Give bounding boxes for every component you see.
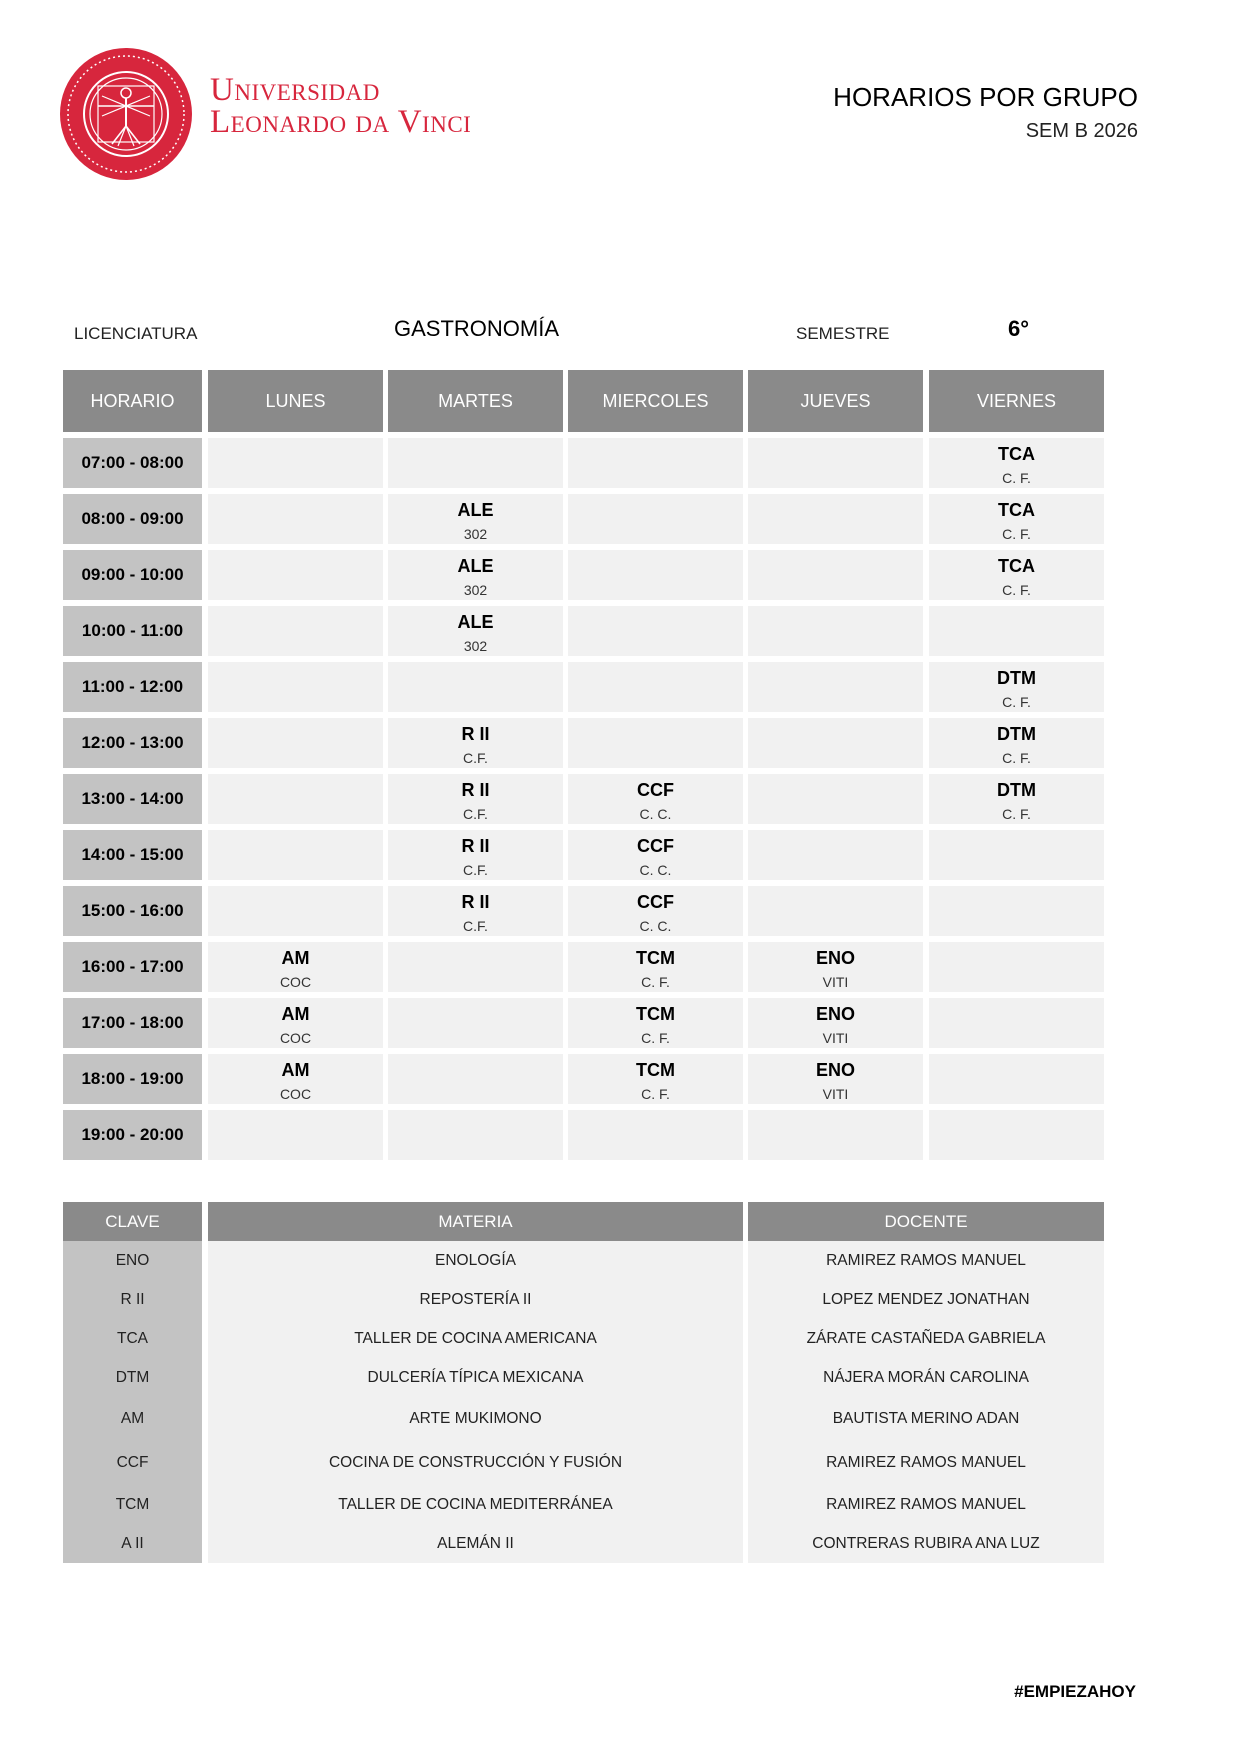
- time-slot: 15:00 - 16:00: [63, 886, 202, 936]
- slot-lunes: [208, 1110, 383, 1160]
- document-title: HORARIOS POR GRUPO: [833, 82, 1138, 112]
- time-slot: 12:00 - 13:00: [63, 718, 202, 768]
- legend-header-docente: DOCENTE: [748, 1202, 1104, 1241]
- time-slot: 07:00 - 08:00: [63, 438, 202, 488]
- class-code: TCM: [636, 1060, 675, 1080]
- slot-martes: [388, 886, 563, 936]
- legend-materia: REPOSTERÍA II: [208, 1280, 743, 1319]
- slot-jueves: [748, 438, 923, 488]
- class-room: COC: [279, 1030, 312, 1046]
- class-room: C.F.: [463, 806, 488, 822]
- slot-jueves: [748, 662, 923, 712]
- slot-miercoles: [568, 606, 743, 656]
- legend-header-clave: CLAVE: [63, 1202, 202, 1241]
- class-code: R II: [461, 724, 490, 744]
- class-room: C.F.: [463, 918, 488, 934]
- time-slot: 13:00 - 14:00: [63, 774, 202, 824]
- class-room: C. C.: [639, 862, 672, 878]
- class-room: C. F.: [641, 1086, 670, 1102]
- class-room: C. F.: [1002, 750, 1031, 766]
- legend-docente: NÁJERA MORÁN CAROLINA: [748, 1358, 1104, 1397]
- slot-viernes: [929, 942, 1104, 992]
- slot-miercoles: [568, 1054, 743, 1104]
- slot-martes: [388, 662, 563, 712]
- legend-header-materia: MATERIA: [208, 1202, 743, 1241]
- legend-clave: DTM: [63, 1358, 202, 1397]
- legend-clave: AM: [63, 1397, 202, 1441]
- slot-miercoles: [568, 494, 743, 544]
- class-code: TCM: [636, 948, 675, 968]
- class-code: ENO: [815, 1060, 855, 1080]
- time-slot: 14:00 - 15:00: [63, 830, 202, 880]
- slot-miercoles: [568, 662, 743, 712]
- slot-martes: [388, 1110, 563, 1160]
- header-miercoles: MIERCOLES: [568, 370, 743, 432]
- legend-clave: TCM: [63, 1485, 202, 1524]
- time-slot: 08:00 - 09:00: [63, 494, 202, 544]
- slot-jueves: [748, 606, 923, 656]
- class-room: C. C.: [639, 918, 672, 934]
- slot-lunes: [208, 662, 383, 712]
- class-code: AM: [281, 948, 310, 968]
- slot-lunes: [208, 830, 383, 880]
- degree-label: LICENCIATURA: [74, 324, 198, 343]
- class-code: TCM: [636, 1004, 675, 1024]
- university-name-line2: Leonardo da Vinci: [210, 104, 472, 140]
- class-code: AM: [281, 1004, 310, 1024]
- class-code: DTM: [997, 780, 1036, 800]
- slot-jueves: [748, 886, 923, 936]
- class-code: AM: [281, 1060, 310, 1080]
- slot-viernes: [929, 438, 1104, 488]
- slot-lunes: [208, 606, 383, 656]
- time-slot: 10:00 - 11:00: [63, 606, 202, 656]
- document-subtitle: SEM B 2026: [1025, 120, 1138, 142]
- slot-jueves: [748, 550, 923, 600]
- slot-jueves: [748, 942, 923, 992]
- legend-materia: DULCERÍA TÍPICA MEXICANA: [208, 1358, 743, 1397]
- time-slot: 09:00 - 10:00: [63, 550, 202, 600]
- legend-docente: RAMIREZ RAMOS MANUEL: [748, 1241, 1104, 1280]
- legend-materia: ARTE MUKIMONO: [208, 1397, 743, 1441]
- slot-miercoles: [568, 550, 743, 600]
- header-jueves: JUEVES: [748, 370, 923, 432]
- legend-materia: TALLER DE COCINA MEDITERRÁNEA: [208, 1485, 743, 1524]
- class-code: DTM: [997, 668, 1036, 688]
- slot-jueves: [748, 998, 923, 1048]
- legend-docente: RAMIREZ RAMOS MANUEL: [748, 1441, 1104, 1485]
- class-room: C. F.: [641, 1030, 670, 1046]
- time-slot: 19:00 - 20:00: [63, 1110, 202, 1160]
- slot-martes: [388, 494, 563, 544]
- header-horario: HORARIO: [63, 370, 202, 432]
- class-code: ENO: [815, 1004, 855, 1024]
- slot-viernes: [929, 606, 1104, 656]
- slot-lunes: [208, 718, 383, 768]
- slot-lunes: [208, 886, 383, 936]
- legend-materia: ALEMÁN II: [208, 1524, 743, 1563]
- slot-viernes: [929, 998, 1104, 1048]
- class-code: R II: [461, 892, 490, 912]
- slot-jueves: [748, 494, 923, 544]
- class-room: C. F.: [1002, 806, 1031, 822]
- time-slot: 11:00 - 12:00: [63, 662, 202, 712]
- class-room: COC: [279, 974, 312, 990]
- slot-miercoles: [568, 942, 743, 992]
- class-code: ALE: [457, 556, 494, 576]
- slot-lunes: [208, 550, 383, 600]
- class-room: 302: [463, 582, 488, 598]
- slot-lunes: [208, 1054, 383, 1104]
- class-room: C. F.: [1002, 582, 1031, 598]
- slot-viernes: [929, 830, 1104, 880]
- slot-lunes: [208, 942, 383, 992]
- class-room: C. F.: [641, 974, 670, 990]
- slot-viernes: [929, 886, 1104, 936]
- legend-clave: A II: [63, 1524, 202, 1563]
- slot-martes: [388, 774, 563, 824]
- university-name-line1: Universidad: [210, 72, 380, 108]
- class-code: ALE: [457, 500, 494, 520]
- legend-docente: LOPEZ MENDEZ JONATHAN: [748, 1280, 1104, 1319]
- class-room: C. C.: [639, 806, 672, 822]
- slot-martes: [388, 942, 563, 992]
- semester-value: 6°: [1008, 316, 1030, 341]
- legend-docente: BAUTISTA MERINO ADAN: [748, 1397, 1104, 1441]
- university-name: [210, 74, 471, 138]
- legend-docente: CONTRERAS RUBIRA ANA LUZ: [748, 1524, 1104, 1563]
- time-slot: 17:00 - 18:00: [63, 998, 202, 1048]
- hashtag-footer: #EMPIEZAHOY: [1014, 1682, 1136, 1701]
- class-code: R II: [461, 780, 490, 800]
- slot-martes: [388, 718, 563, 768]
- class-room: C. F.: [1002, 526, 1031, 542]
- class-code: R II: [461, 836, 490, 856]
- slot-jueves: [748, 718, 923, 768]
- legend-clave: R II: [63, 1280, 202, 1319]
- header-viernes: VIERNES: [929, 370, 1104, 432]
- slot-viernes: [929, 774, 1104, 824]
- slot-martes: [388, 606, 563, 656]
- class-code: CCF: [637, 780, 674, 800]
- slot-lunes: [208, 494, 383, 544]
- class-code: ALE: [457, 612, 494, 632]
- university-seal-logo: [58, 46, 194, 182]
- legend-materia: ENOLOGÍA: [208, 1241, 743, 1280]
- class-code: TCA: [998, 444, 1035, 464]
- slot-miercoles: [568, 718, 743, 768]
- slot-miercoles: [568, 998, 743, 1048]
- slot-miercoles: [568, 1110, 743, 1160]
- class-code: ENO: [815, 948, 855, 968]
- slot-martes: [388, 998, 563, 1048]
- degree-value: GASTRONOMÍA: [394, 316, 560, 341]
- slot-jueves: [748, 774, 923, 824]
- slot-jueves: [748, 1054, 923, 1104]
- class-code: CCF: [637, 892, 674, 912]
- legend-docente: ZÁRATE CASTAÑEDA GABRIELA: [748, 1319, 1104, 1358]
- legend-clave: TCA: [63, 1319, 202, 1358]
- slot-viernes: [929, 662, 1104, 712]
- slot-martes: [388, 438, 563, 488]
- class-room: C. F.: [1002, 470, 1031, 486]
- class-code: TCA: [998, 500, 1035, 520]
- class-code: CCF: [637, 836, 674, 856]
- class-room: VITI: [822, 974, 849, 990]
- class-code: DTM: [997, 724, 1036, 744]
- slot-martes: [388, 830, 563, 880]
- slot-viernes: [929, 1110, 1104, 1160]
- class-room: C.F.: [463, 750, 488, 766]
- legend-clave: ENO: [63, 1241, 202, 1280]
- semester-label: SEMESTRE: [796, 324, 890, 343]
- slot-miercoles: [568, 830, 743, 880]
- slot-viernes: [929, 550, 1104, 600]
- slot-miercoles: [568, 886, 743, 936]
- slot-miercoles: [568, 774, 743, 824]
- legend-docente: RAMIREZ RAMOS MANUEL: [748, 1485, 1104, 1524]
- class-room: C. F.: [1002, 694, 1031, 710]
- header-martes: MARTES: [388, 370, 563, 432]
- legend-materia: COCINA DE CONSTRUCCIÓN Y FUSIÓN: [208, 1441, 743, 1485]
- slot-miercoles: [568, 438, 743, 488]
- class-room: VITI: [822, 1086, 849, 1102]
- time-slot: 18:00 - 19:00: [63, 1054, 202, 1104]
- slot-martes: [388, 1054, 563, 1104]
- legend-materia: TALLER DE COCINA AMERICANA: [208, 1319, 743, 1358]
- header-lunes: LUNES: [208, 370, 383, 432]
- class-room: VITI: [822, 1030, 849, 1046]
- class-code: TCA: [998, 556, 1035, 576]
- slot-martes: [388, 550, 563, 600]
- slot-lunes: [208, 998, 383, 1048]
- class-room: 302: [463, 638, 488, 654]
- class-room: COC: [279, 1086, 312, 1102]
- slot-viernes: [929, 494, 1104, 544]
- slot-viernes: [929, 1054, 1104, 1104]
- slot-lunes: [208, 438, 383, 488]
- class-room: C.F.: [463, 862, 488, 878]
- slot-jueves: [748, 1110, 923, 1160]
- slot-jueves: [748, 830, 923, 880]
- class-room: 302: [463, 526, 488, 542]
- legend-clave: CCF: [63, 1441, 202, 1485]
- slot-viernes: [929, 718, 1104, 768]
- slot-lunes: [208, 774, 383, 824]
- time-slot: 16:00 - 17:00: [63, 942, 202, 992]
